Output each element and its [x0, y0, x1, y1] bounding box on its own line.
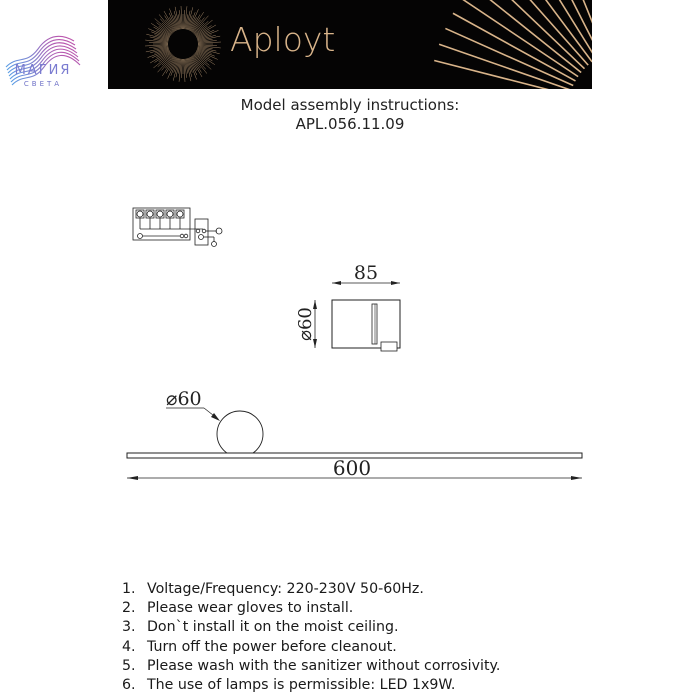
wiring-diagram [133, 208, 222, 247]
instruction-number: 4. [122, 638, 136, 655]
front-length-label: 600 [332, 456, 372, 480]
model-number: APL.056.11.09 [295, 115, 405, 133]
instruction-number: 6. [122, 677, 136, 694]
instruction-item [122, 638, 500, 657]
instruction-text: Don`t install it on the moist ceiling. [147, 619, 399, 636]
brand-name: Aployt [230, 20, 336, 59]
side-width-label: 85 [353, 262, 379, 284]
instructions-list [122, 580, 500, 695]
instruction-item [122, 618, 500, 637]
side-view-drawing [313, 281, 400, 351]
side-diameter-label: ⌀60 [295, 307, 316, 341]
instruction-number: 5. [122, 657, 136, 674]
page-title: Model assembly instructions: [240, 96, 460, 114]
instruction-text: Voltage/Frequency: 220-230V 50-60Hz. [147, 581, 424, 597]
instruction-item [122, 657, 500, 676]
instruction-text: The use of lamps is permissible: LED 1x9W. [147, 677, 456, 694]
instruction-item [122, 676, 500, 695]
instruction-number: 3. [122, 619, 136, 636]
instruction-number: 2. [122, 600, 136, 617]
front-diameter-label: ⌀60 [166, 388, 202, 410]
instruction-text: Please wash with the sanitizer without corrosivity. [147, 657, 501, 674]
instruction-number: 1. [122, 581, 136, 597]
instruction-text: Turn off the power before cleanout. [147, 638, 397, 655]
instruction-item [122, 580, 500, 599]
logo-text-main: МАГИЯ [14, 63, 72, 78]
logo-text-sub: СВЕТА [23, 80, 63, 88]
instruction-item [122, 599, 500, 618]
instruction-text: Please wear gloves to install. [147, 600, 354, 617]
